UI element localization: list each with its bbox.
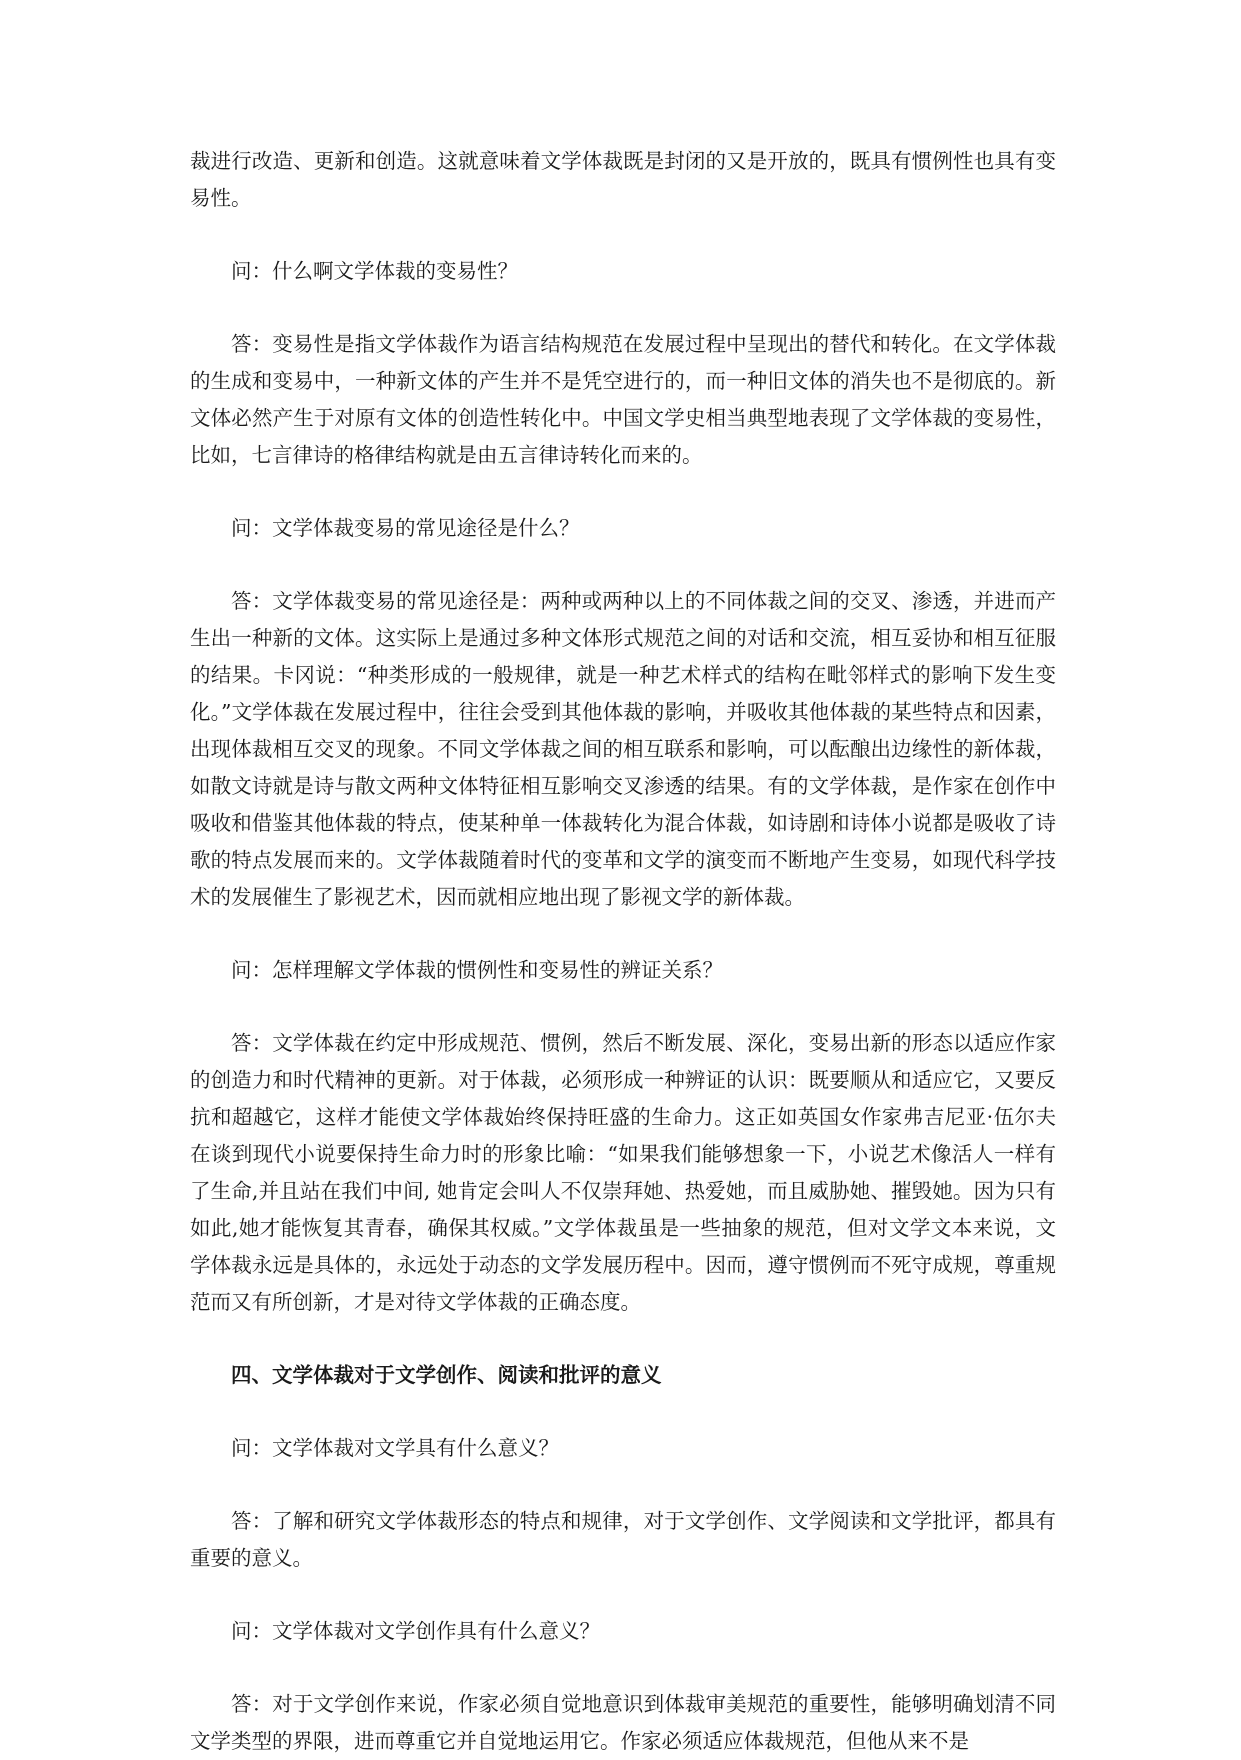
question-paragraph: 问：文学体裁变易的常见途径是什么？ [231,516,580,540]
question-paragraph: 问：怎样理解文学体裁的惯例性和变易性的辨证关系？ [231,958,723,982]
question-paragraph: 问：什么啊文学体裁的变易性？ [231,259,518,283]
answer-paragraph: 答：文学体裁在约定中形成规范、惯例，然后不断发展、深化，变易出新的形态以适应作家的创造力和时代精神的更新。对于体裁，必须形成一种辨证的认识：既要顺从和适应它，又要反抗和超越它，这样才能使文学体裁始终保持旺盛的生命力。这正如英国女作家弗吉尼亚·伍尔夫在谈到现代小说要保持生命力时的形象比喻：“如果我们能够想象一下，小说艺术像活人一样有了生命,并且站在我们中间, 她肯定会叫人不仅崇拜她、热爱她，而且威胁她、摧毁她。因为只有如此,她才能恢复其青春，确保其权威。”文学体裁虽是一些抽象的规范，但对文学文本来说，文学体裁永远是具体的，永远处于动态的文学发展历程中。因而，遵守惯例而不死守成规，尊重规范而又有所创新，才是对待文学体裁的正确态度。 [190,1031,1056,1314]
answer-paragraph: 答：了解和研究文学体裁形态的特点和规律，对于文学创作、文学阅读和文学批评，都具有重要的意义。 [190,1509,1056,1570]
answer-paragraph: 答：文学体裁变易的常见途径是：两种或两种以上的不同体裁之间的交叉、渗透，并进而产生出一种新的文体。这实际上是通过多种文体形式规范之间的对话和交流，相互妥协和相互征服的结果。卡冈说：“种类形成的一般规律，就是一种艺术样式的结构在毗邻样式的影响下发生变化。”文学体裁在发展过程中，往往会受到其他体裁的影响，并吸收其他体裁的某些特点和因素，出现体裁相互交叉的现象。不同文学体裁之间的相互联系和影响，可以酝酿出边缘性的新体裁，如散文诗就是诗与散文两种文体特征相互影响交叉渗透的结果。有的文学体裁，是作家在创作中吸收和借鉴其他体裁的特点，使某种单一体裁转化为混合体裁，如诗剧和诗体小说都是吸收了诗歌的特点发展而来的。文学体裁随着时代的变革和文学的演变而不断地产生变易，如现代科学技术的发展催生了影视艺术，因而就相应地出现了影视文学的新体裁。 [190,589,1056,909]
question-paragraph: 问：文学体裁对文学具有什么意义？ [231,1436,559,1460]
section-heading: 四、文学体裁对于文学创作、阅读和批评的意义 [231,1363,662,1387]
answer-paragraph: 答：变易性是指文学体裁作为语言结构规范在发展过程中呈现出的替代和转化。在文学体裁的生成和变易中，一种新文体的产生并不是凭空进行的，而一种旧文体的消失也不是彻底的。新文体必然产生于对原有文体的创造性转化中。中国文学史相当典型地表现了文学体裁的变易性，比如，七言律诗的格律结构就是由五言律诗转化而来的。 [190,332,1056,467]
question-paragraph: 问：文学体裁对文学创作具有什么意义？ [231,1619,600,1643]
answer-paragraph: 答：对于文学创作来说，作家必须自觉地意识到体裁审美规范的重要性，能够明确划清不同文学类型的界限，进而尊重它并自觉地运用它。作家必须适应体裁规范，但他从来不是 [190,1692,1056,1753]
paragraph-continuation: 裁进行改造、更新和创造。这就意味着文学体裁既是封闭的又是开放的，既具有惯例性也具有变易性。 [190,149,1056,210]
document-page [190,143,1056,1760]
